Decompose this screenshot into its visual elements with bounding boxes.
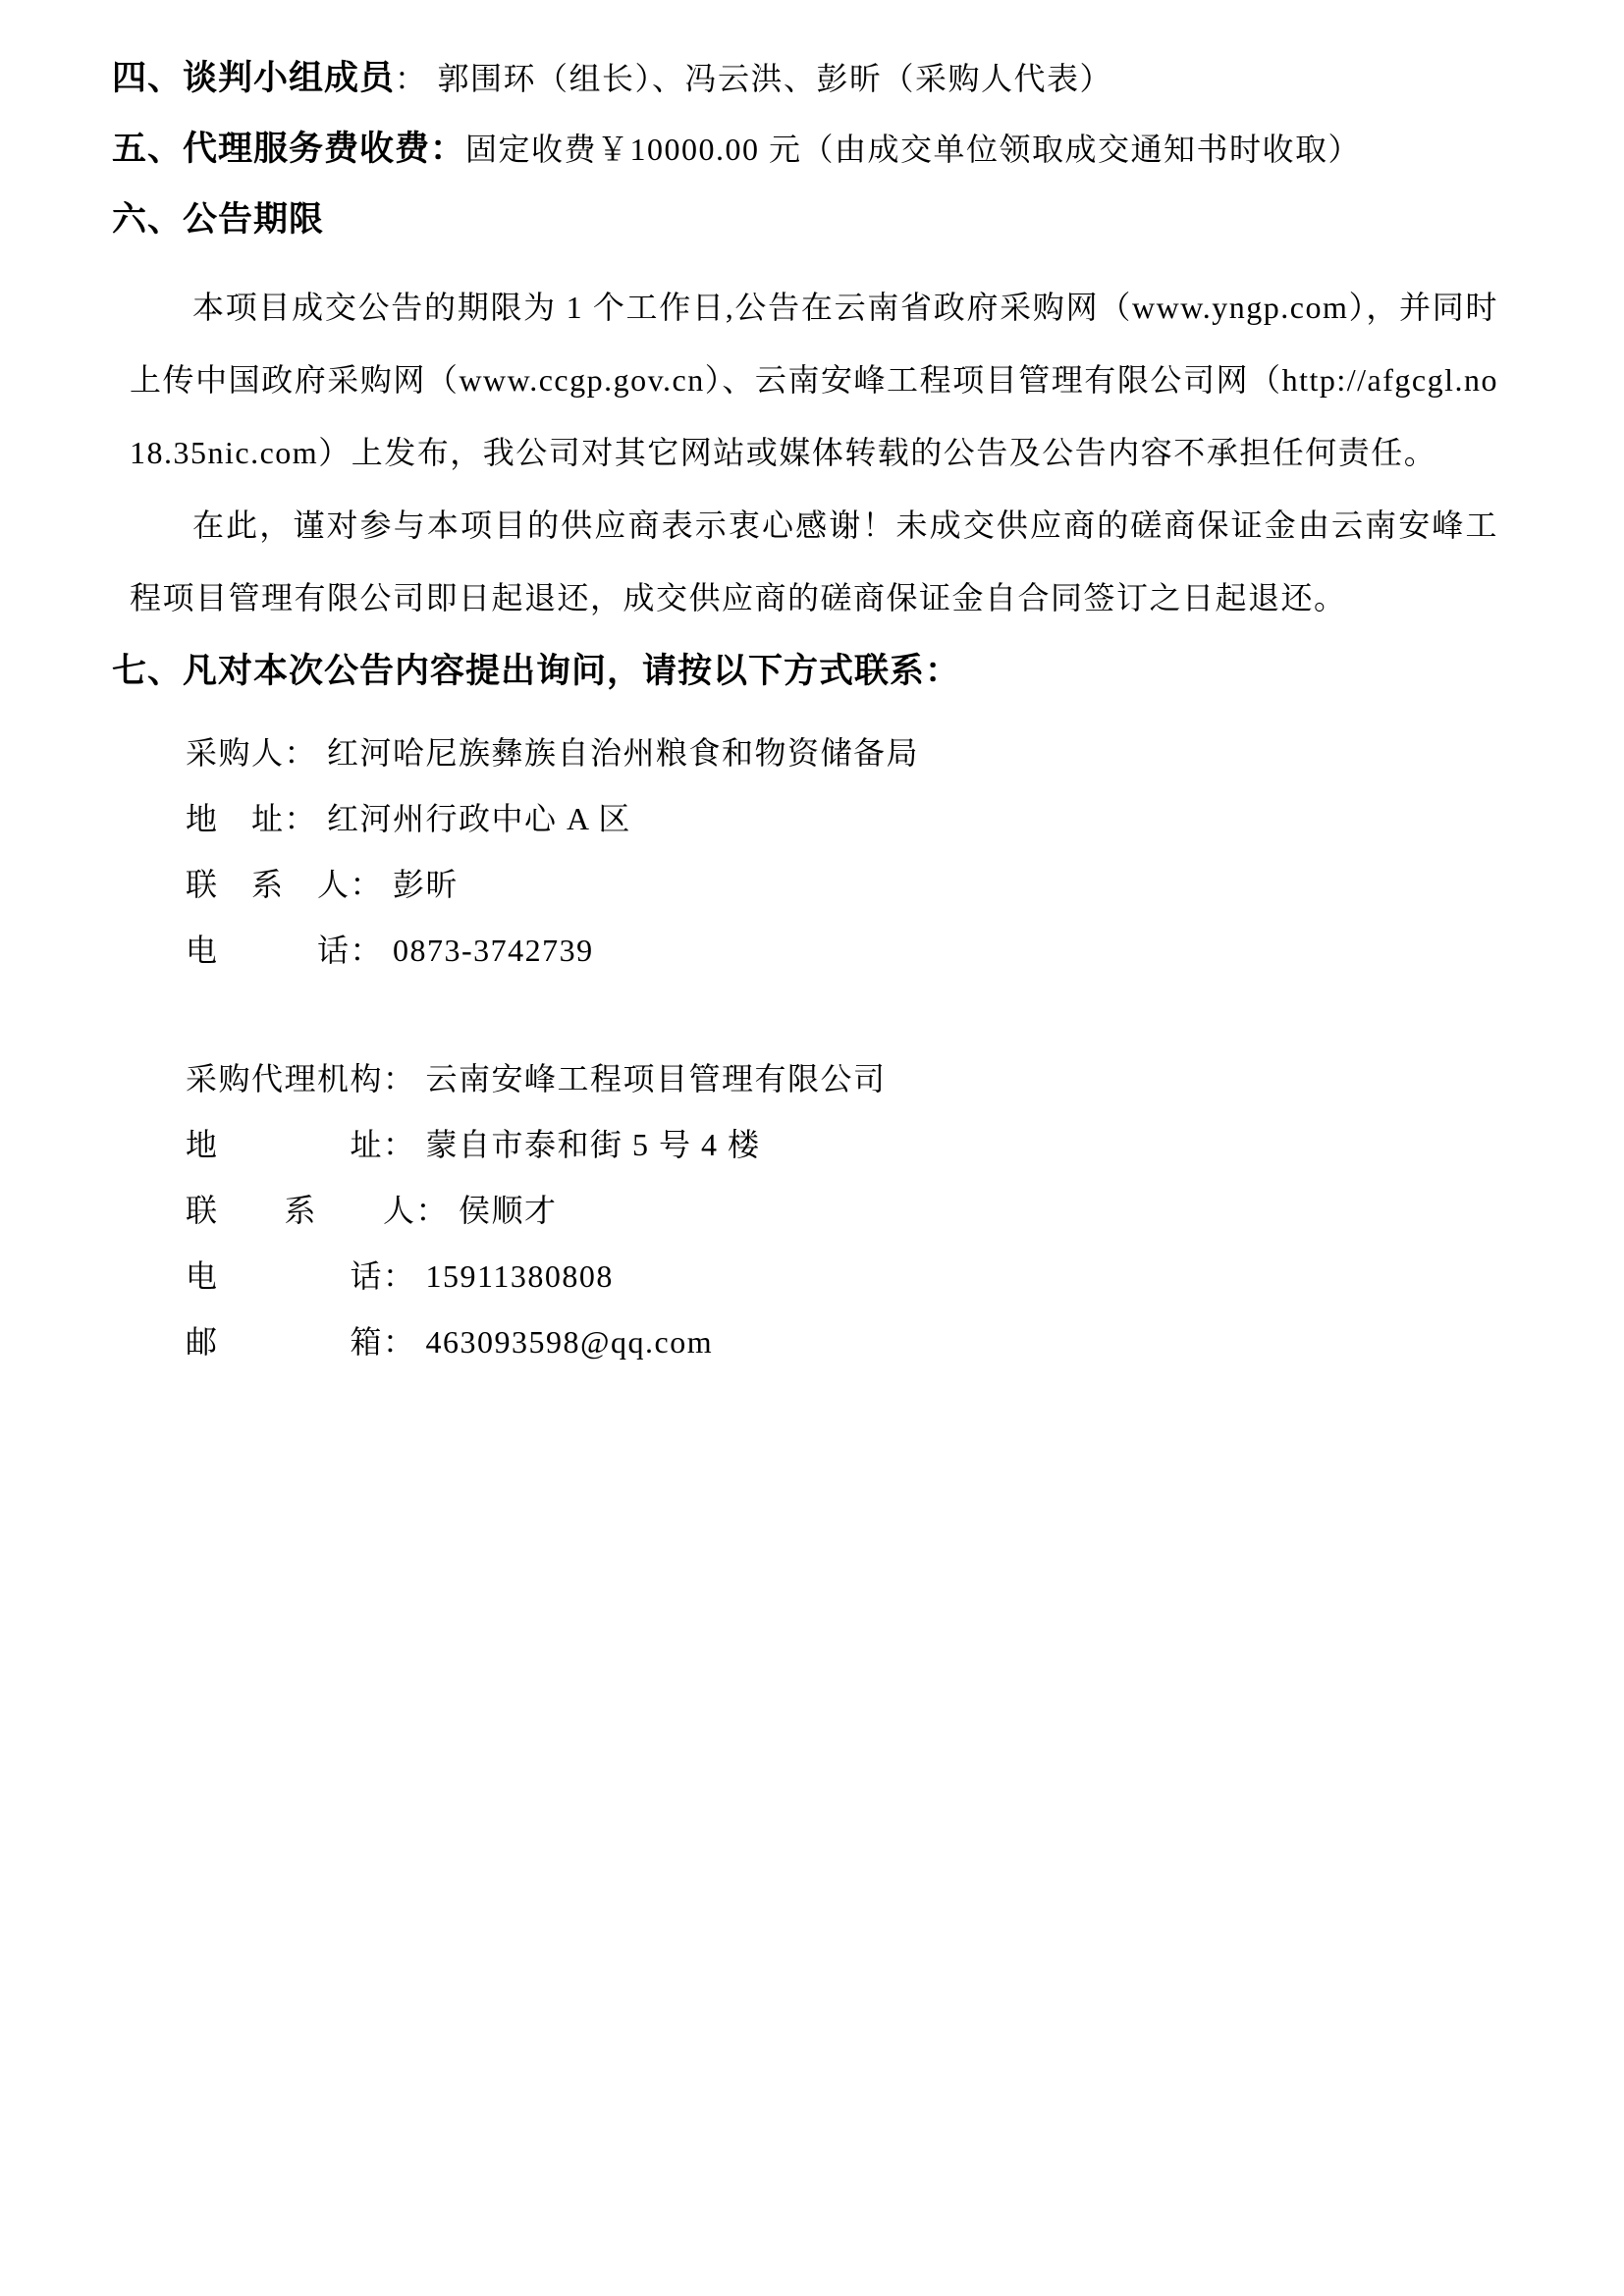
purchaser-contact-person-row: [186, 852, 1498, 918]
purchaser-address-value: 红河州行政中心 A 区: [327, 801, 631, 836]
section-7-title: 七、凡对本次公告内容提出询问，请按以下方式联系：: [112, 652, 961, 690]
agency-contact-block: [186, 1046, 1498, 1375]
agency-address-value: 蒙自市泰和街 5 号 4 楼: [425, 1127, 761, 1162]
purchaser-phone-label: 电 话：: [186, 933, 384, 968]
section-6-title: 六、公告期限: [112, 200, 325, 239]
agency-contact-person-row: [186, 1178, 1498, 1244]
section-5-line: [112, 114, 1498, 185]
agency-phone-label: 电 话：: [186, 1258, 416, 1294]
section-4-separator: ：: [395, 61, 428, 96]
purchaser-address-label: 地 址：: [186, 801, 318, 836]
agency-name-value: 云南安峰工程项目管理有限公司: [425, 1061, 887, 1096]
purchaser-contact-person-value: 彭昕: [393, 867, 460, 902]
purchaser-address-row: [186, 786, 1498, 852]
section-7-heading-line: [112, 636, 1498, 707]
agency-address-row: [186, 1112, 1498, 1178]
section-5-title: 五、代理服务费收费：: [112, 130, 466, 168]
section-5-text: 固定收费￥10000.00 元（由成交单位领取成交通知书时收取）: [465, 132, 1362, 167]
section-4-title: 四、谈判小组成员: [112, 59, 396, 97]
purchaser-contact-block: [186, 721, 1498, 984]
section-4-line: [112, 43, 1498, 114]
section-6-heading-line: [112, 185, 1498, 255]
agency-phone-value: 15911380808: [425, 1258, 614, 1294]
announcement-paragraph-1: 本项目成交公告的期限为 1 个工作日,公告在云南省政府采购网（www.yngp.com），并同时上传中国政府采购网（www.ccgp.gov.cn）、云南安峰工程项目管理有限公司网（http://afgcgl.no18.35nic.com）上发布，我公司对其它网站或媒体转载的公告及公告内容不承担任何责任。: [130, 290, 1498, 470]
purchaser-contact-person-label: 联 系 人：: [186, 867, 384, 902]
agency-name-label: 采购代理机构：: [186, 1061, 416, 1096]
agency-address-label: 地 址：: [186, 1127, 416, 1162]
purchaser-name-label: 采购人：: [186, 735, 318, 771]
purchaser-phone-row: [186, 918, 1498, 984]
agency-phone-row: [186, 1244, 1498, 1309]
agency-email-row: [186, 1309, 1498, 1375]
purchaser-phone-value: 0873-3742739: [393, 933, 594, 968]
agency-email-label: 邮 箱：: [186, 1324, 416, 1360]
agency-name-row: [186, 1046, 1498, 1112]
agency-email-value: 463093598@qq.com: [425, 1324, 714, 1360]
purchaser-name-row: [186, 721, 1498, 786]
purchaser-name-value: 红河哈尼族彝族自治州粮食和物资储备局: [327, 735, 920, 771]
announcement-paragraph-2: 在此，谨对参与本项目的供应商表示衷心感谢！未成交供应商的磋商保证金由云南安峰工程项目管理有限公司即日起退还，成交供应商的磋商保证金自合同签订之日起退还。: [130, 507, 1498, 615]
agency-contact-person-label: 联 系 人：: [186, 1193, 450, 1228]
block-gap: [130, 984, 1498, 1046]
section-4-text: 郭围环（组长）、冯云洪、彭昕（采购人代表）: [437, 61, 1113, 96]
agency-contact-person-value: 侯顺才: [459, 1193, 558, 1228]
